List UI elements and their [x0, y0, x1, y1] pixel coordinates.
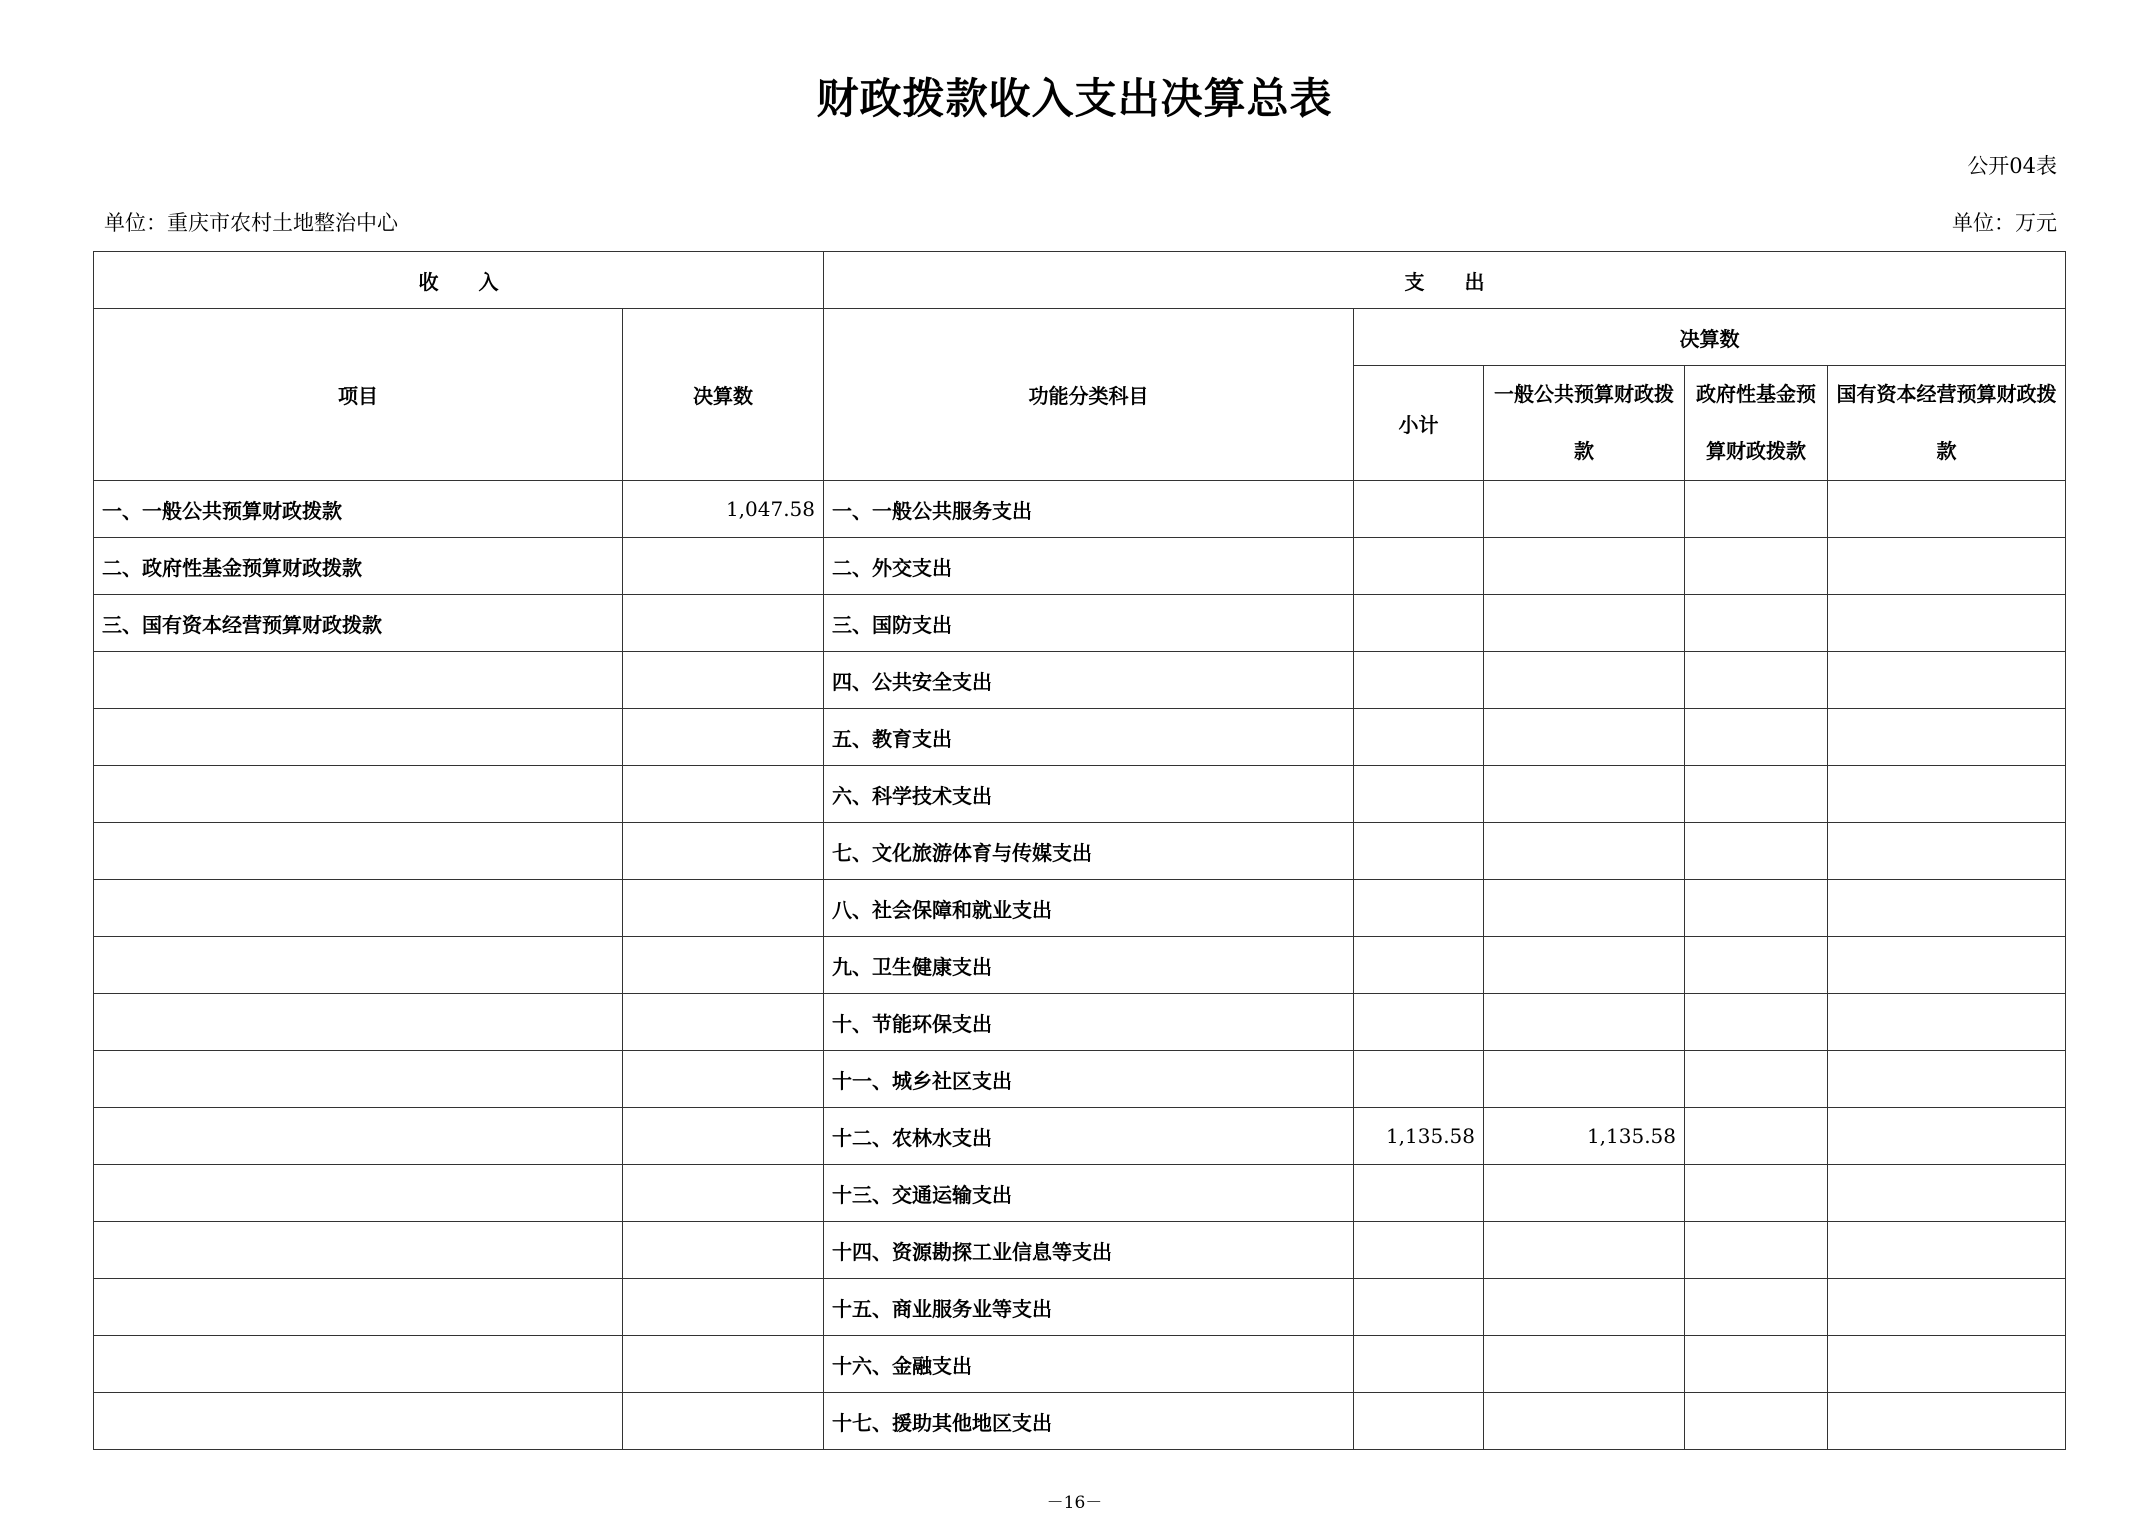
gov-fund-cell: [1685, 937, 1828, 994]
expense-item-cell: 四、公共安全支出: [824, 652, 1354, 709]
subtotal-cell: [1354, 1222, 1484, 1279]
func-category-header: 功能分类科目: [824, 309, 1354, 481]
state-capital-cell: [1828, 937, 2066, 994]
state-capital-cell: [1828, 1336, 2066, 1393]
general-budget-cell: [1484, 1279, 1685, 1336]
general-budget-cell: [1484, 595, 1685, 652]
general-budget-cell: [1484, 481, 1685, 538]
income-item-cell: [94, 880, 623, 937]
state-capital-cell: [1828, 1279, 2066, 1336]
general-budget-cell: [1484, 1393, 1685, 1450]
subtotal-header: 小计: [1354, 366, 1484, 481]
gov-fund-cell: [1685, 1279, 1828, 1336]
item-header: 项目: [94, 309, 623, 481]
final-amount-header: 决算数: [1354, 309, 2066, 366]
income-item-cell: [94, 1222, 623, 1279]
income-item-cell: [94, 823, 623, 880]
income-amount-cell: [623, 880, 824, 937]
state-capital-cell: [1828, 595, 2066, 652]
income-item-cell: [94, 1108, 623, 1165]
state-capital-cell: [1828, 1222, 2066, 1279]
income-item-cell: [94, 937, 623, 994]
income-item-cell: [94, 1393, 623, 1450]
gov-fund-cell: [1685, 823, 1828, 880]
gov-fund-cell: [1685, 538, 1828, 595]
income-amount-cell: [623, 1051, 824, 1108]
table-row: [94, 1279, 2066, 1336]
subtotal-cell: [1354, 652, 1484, 709]
subtotal-cell: [1354, 1393, 1484, 1450]
state-capital-cell: [1828, 823, 2066, 880]
subtotal-cell: [1354, 1051, 1484, 1108]
general-budget-cell: [1484, 994, 1685, 1051]
subtotal-cell: [1354, 1279, 1484, 1336]
income-amount-cell: [623, 1336, 824, 1393]
general-budget-cell: [1484, 1051, 1685, 1108]
subtotal-cell: [1354, 595, 1484, 652]
gov-fund-cell: [1685, 481, 1828, 538]
table-row: [94, 766, 2066, 823]
gov-fund-cell: [1685, 880, 1828, 937]
expense-item-cell: 十五、商业服务业等支出: [824, 1279, 1354, 1336]
gov-fund-cell: [1685, 766, 1828, 823]
expense-item-cell: 十一、城乡社区支出: [824, 1051, 1354, 1108]
income-amount-cell: [623, 1393, 824, 1450]
income-item-cell: [94, 1279, 623, 1336]
gov-fund-cell: [1685, 1051, 1828, 1108]
state-capital-cell: [1828, 1165, 2066, 1222]
gov-fund-cell: [1685, 652, 1828, 709]
gov-fund-cell: [1685, 1108, 1828, 1165]
expense-item-cell: 十四、资源勘探工业信息等支出: [824, 1222, 1354, 1279]
table-row: [94, 652, 2066, 709]
income-item-cell: 一、一般公共预算财政拨款: [94, 481, 623, 538]
expense-item-cell: 二、外交支出: [824, 538, 1354, 595]
table-row: [94, 1165, 2066, 1222]
subtotal-cell: [1354, 1165, 1484, 1222]
subtotal-cell: [1354, 880, 1484, 937]
expense-item-cell: 三、国防支出: [824, 595, 1354, 652]
table-row: [94, 538, 2066, 595]
expense-item-cell: 一、一般公共服务支出: [824, 481, 1354, 538]
table-row: [94, 937, 2066, 994]
expense-item-cell: 十七、援助其他地区支出: [824, 1393, 1354, 1450]
income-amount-cell: [623, 652, 824, 709]
amount-header: 决算数: [623, 309, 824, 481]
income-amount-cell: [623, 595, 824, 652]
state-capital-cell: [1828, 1051, 2066, 1108]
state-capital-cell: [1828, 538, 2066, 595]
income-amount-cell: [623, 937, 824, 994]
header-row-1: [94, 252, 2066, 309]
income-amount-cell: [623, 994, 824, 1051]
expense-item-cell: 十六、金融支出: [824, 1336, 1354, 1393]
expense-item-cell: 十、节能环保支出: [824, 994, 1354, 1051]
income-item-cell: [94, 709, 623, 766]
form-number: 公开04表: [1967, 154, 2057, 178]
gov-fund-header: 政府性基金预算财政拨款: [1685, 366, 1828, 481]
expense-header: 支 出: [824, 252, 2066, 309]
final-accounts-table: [93, 251, 2066, 1450]
table-row: [94, 823, 2066, 880]
general-budget-cell: [1484, 880, 1685, 937]
expense-item-cell: 六、科学技术支出: [824, 766, 1354, 823]
gov-fund-cell: [1685, 595, 1828, 652]
state-capital-cell: [1828, 652, 2066, 709]
income-item-cell: [94, 994, 623, 1051]
general-budget-cell: [1484, 766, 1685, 823]
table-row: [94, 1393, 2066, 1450]
page-number: －16－: [1046, 1493, 1103, 1513]
subtotal-cell: [1354, 823, 1484, 880]
table-row: [94, 481, 2066, 538]
gov-fund-cell: [1685, 1165, 1828, 1222]
state-capital-cell: [1828, 880, 2066, 937]
expense-item-cell: 九、卫生健康支出: [824, 937, 1354, 994]
state-capital-header: 国有资本经营预算财政拨款: [1828, 366, 2066, 481]
income-amount-cell: [623, 538, 824, 595]
table-row: [94, 880, 2066, 937]
general-budget-cell: [1484, 1222, 1685, 1279]
gov-fund-cell: [1685, 1393, 1828, 1450]
subtotal-cell: [1354, 538, 1484, 595]
gov-fund-cell: [1685, 1336, 1828, 1393]
general-budget-cell: [1484, 937, 1685, 994]
income-amount-cell: [623, 709, 824, 766]
income-item-cell: [94, 652, 623, 709]
table-row: [94, 1336, 2066, 1393]
income-amount-cell: [623, 1108, 824, 1165]
income-item-cell: [94, 766, 623, 823]
expense-item-cell: 十三、交通运输支出: [824, 1165, 1354, 1222]
general-budget-cell: [1484, 652, 1685, 709]
expense-item-cell: 七、文化旅游体育与传媒支出: [824, 823, 1354, 880]
state-capital-cell: [1828, 766, 2066, 823]
subtotal-cell: [1354, 766, 1484, 823]
general-budget-cell: [1484, 1336, 1685, 1393]
state-capital-cell: [1828, 481, 2066, 538]
expense-item-cell: 五、教育支出: [824, 709, 1354, 766]
income-amount-cell: [623, 766, 824, 823]
subtotal-cell: [1354, 709, 1484, 766]
general-budget-cell: 1,135.58: [1484, 1108, 1685, 1165]
income-amount-cell: 1,047.58: [623, 481, 824, 538]
income-item-cell: [94, 1051, 623, 1108]
subtotal-cell: [1354, 1336, 1484, 1393]
income-item-cell: [94, 1165, 623, 1222]
gov-fund-cell: [1685, 709, 1828, 766]
gov-fund-cell: [1685, 1222, 1828, 1279]
header-row-2: [94, 309, 2066, 366]
table-row: [94, 1222, 2066, 1279]
state-capital-cell: [1828, 1108, 2066, 1165]
page-title: 财政拨款收入支出决算总表: [816, 74, 1333, 123]
unit-organization: 单位：重庆市农村土地整治中心: [104, 211, 398, 235]
income-amount-cell: [623, 1279, 824, 1336]
income-item-cell: 三、国有资本经营预算财政拨款: [94, 595, 623, 652]
income-item-cell: 二、政府性基金预算财政拨款: [94, 538, 623, 595]
general-budget-cell: [1484, 709, 1685, 766]
general-budget-cell: [1484, 823, 1685, 880]
income-amount-cell: [623, 1165, 824, 1222]
subtotal-cell: 1,135.58: [1354, 1108, 1484, 1165]
table-row: [94, 1108, 2066, 1165]
general-budget-cell: [1484, 538, 1685, 595]
state-capital-cell: [1828, 1393, 2066, 1450]
general-budget-header: 一般公共预算财政拨款: [1484, 366, 1685, 481]
gov-fund-cell: [1685, 994, 1828, 1051]
general-budget-cell: [1484, 1165, 1685, 1222]
income-item-cell: [94, 1336, 623, 1393]
table-row: [94, 994, 2066, 1051]
subtotal-cell: [1354, 994, 1484, 1051]
subtotal-cell: [1354, 481, 1484, 538]
table-row: [94, 595, 2066, 652]
income-amount-cell: [623, 1222, 824, 1279]
expense-item-cell: 十二、农林水支出: [824, 1108, 1354, 1165]
state-capital-cell: [1828, 994, 2066, 1051]
unit-currency: 单位：万元: [1952, 211, 2057, 235]
income-amount-cell: [623, 823, 824, 880]
subtotal-cell: [1354, 937, 1484, 994]
income-header: 收 入: [94, 252, 824, 309]
table-row: [94, 709, 2066, 766]
state-capital-cell: [1828, 709, 2066, 766]
expense-item-cell: 八、社会保障和就业支出: [824, 880, 1354, 937]
table-row: [94, 1051, 2066, 1108]
